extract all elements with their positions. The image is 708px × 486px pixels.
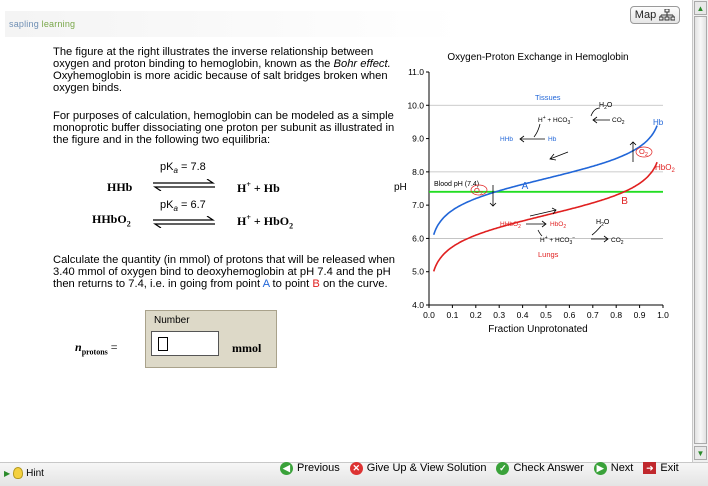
x-tick-label-6: 0.6 [563,310,576,320]
x-tick-label-7: 0.7 [586,310,599,320]
x-tick-label-4: 0.4 [516,310,529,320]
chart-title: Oxygen-Proton Exchange in Hemoglobin [447,52,629,63]
navigation-buttons [280,457,690,479]
lightbulb-icon [13,467,23,479]
x-tick-label-1: 0.1 [446,310,459,320]
eq1-equilibrium-arrow [151,179,217,191]
hb-curve-label: Hb [653,118,664,127]
number-label: Number [154,315,190,326]
lung-hhbo2: HHbO$_2$ [500,221,521,230]
sapling-logo: sapling learning [9,19,76,29]
y-tick-label-1: 5.0 [412,266,424,277]
give-up-button[interactable]: ✕ Give Up & View Solution [350,462,487,475]
check-answer-button[interactable]: ✓ Check Answer [496,462,583,475]
eq1-reactant: HHb [107,180,133,194]
hbo2-curve-label: HbO$_2$ [655,163,675,174]
x-tick-label-2: 0.2 [469,310,482,320]
y-tick-label-6: 10.0 [407,100,424,111]
eq1-products: H+ + Hb [237,180,280,195]
y-tick-label-7: 11.0 [408,67,424,77]
x-tick-label-5: 0.5 [540,310,552,320]
question-text: Calculate the quantity (in mmol) of protons that will be released when 3.40 mmol of oxygen bind to deoxyhemoglobin at pH 7.4 and the pH then returns to 7.4, i.e. in going from point A to point B on the curve. [53,254,396,290]
lung-h2o: $H_2O$ [596,219,610,228]
eq2-products: H+ + HbO$_2$ [237,213,294,231]
lungs-label: Lungs [538,250,559,259]
expand-arrow-icon: ▶ [4,468,11,478]
intro-paragraph-1: The figure at the right illustrates the inverse relationship between oxygen and proton binding to hemoglobin, known as the Bohr effect. Oxyhemoglobin is more acidic because of salt bridges broken when oxygen binds. [53,46,391,94]
exit-icon: ➜ [643,462,656,474]
y-tick-label-0: 4.0 [412,300,424,310]
n-protons-label: $n_{protons}$ = [75,340,118,357]
x-axis-label: Fraction Unprotonated [488,324,588,335]
tissues-label: Tissues [535,93,561,102]
input-caret [158,337,168,351]
tissue-h2o: $H_2O$ [599,102,613,111]
eq2-reactant: HHbO$_2$ [92,212,131,229]
scroll-up-button[interactable]: ▲ [694,1,707,15]
tissue-hhb: HHb [500,136,514,143]
o2-release-label: $O_2$ [639,147,648,158]
scroll-down-button[interactable]: ▼ [694,446,707,460]
tissue-co2: $CO_2$ [612,117,625,126]
vertical-scrollbar[interactable] [692,0,708,462]
x-tick-label-3: 0.3 [493,310,506,320]
intro-paragraph-2: For purposes of calculation, hemoglobin can be modeled as a simple monoprotic buffer dissociating one proton per subunit as illustrated in the figure and in the following two equilibria: [53,110,395,146]
eq2-equilibrium-arrow [151,216,217,228]
x-tick-label-0: 0.0 [423,310,435,320]
blood-ph-label: Blood pH (7.4) [434,180,480,188]
lung-hbo2: HbO$_2$ [550,221,567,230]
oxygen-proton-chart [388,44,678,344]
o2-bind-label: $O_2$ [474,186,483,197]
hint-button[interactable]: ▶ Hint [4,467,44,479]
map-label: Map [634,9,657,21]
eq2-pka: $pK_a = 6.7$ [160,199,206,214]
x-tick-label-9: 0.9 [633,310,646,320]
lung-hco3: $H^+ + HCO_3^-$ [540,235,576,246]
give-up-icon: ✕ [350,462,363,475]
previous-button[interactable]: ◀ Previous [280,462,340,475]
answer-input[interactable] [151,331,219,356]
y-axis-label: pH [394,182,407,193]
x-tick-label-10: 1.0 [657,310,669,320]
map-icon [659,9,675,21]
y-tick-label-5: 9.0 [412,133,424,144]
eq1-pka: $pK_a = 7.8$ [160,161,206,176]
scroll-thumb[interactable] [694,16,707,444]
answer-unit: mmol [232,341,262,355]
exit-button[interactable]: ➜ Exit [643,462,678,474]
answer-box [145,310,277,368]
lung-co2: $CO_2$ [611,237,624,246]
next-icon: ▶ [594,462,607,475]
y-tick-label-4: 8.0 [412,166,424,177]
x-tick-label-8: 0.8 [610,310,623,320]
tissue-hb: Hb [548,136,557,143]
y-tick-label-3: 7.0 [412,200,424,211]
y-tick-label-2: 6.0 [412,233,424,244]
point-a-label: A [521,180,529,192]
map-button[interactable] [630,6,680,24]
tissue-hco3: $H^+ + HCO_3^-$ [538,115,574,126]
check-icon: ✓ [496,462,509,475]
next-button[interactable]: ▶ Next [594,462,634,475]
previous-icon: ◀ [280,462,293,475]
point-b-label: B [621,195,628,207]
